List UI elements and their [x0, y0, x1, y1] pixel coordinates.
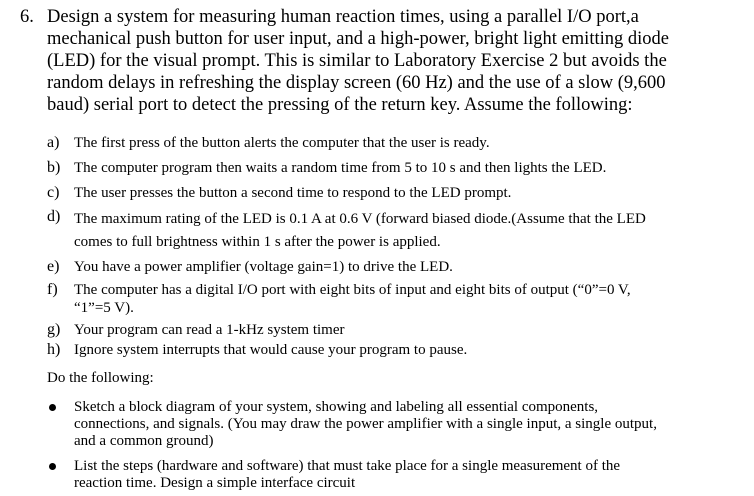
bullet-dot-icon: [49, 404, 56, 411]
item-text: Your program can read a 1-kHz system timer: [74, 322, 345, 338]
item-label: g): [47, 321, 61, 338]
bullet-text: Sketch a block diagram of your system, showing and labeling all essential components,: [74, 399, 599, 415]
item-label: e): [47, 258, 60, 275]
assumption-item-h: [47, 341, 747, 361]
question-line: random delays in refreshing the display screen (60 Hz) and the use of a slow (9,600: [47, 73, 666, 93]
assumption-item-a: [47, 134, 747, 159]
item-text: The first press of the button alerts the computer that the user is ready.: [74, 135, 490, 151]
item-label: h): [47, 341, 61, 358]
item-label: c): [47, 184, 60, 201]
item-text: Ignore system interrupts that would cause your program to pause.: [74, 342, 468, 358]
assumption-item-f: [47, 281, 747, 321]
item-text: comes to full brightness within 1 s after the power is applied.: [74, 234, 441, 250]
bullet-text: connections, and signals. (You may draw the power amplifier with a single input, a single output,: [74, 416, 657, 432]
task-bullet-diagram: [47, 399, 657, 450]
bullet-text: and a common ground): [74, 433, 214, 449]
bullet-text: reaction time. Design a simple interface circuit: [74, 475, 356, 491]
task-bullet-steps: [47, 458, 620, 492]
question-number: 6.: [20, 7, 34, 27]
question-text: [47, 6, 747, 116]
item-text: You have a power amplifier (voltage gain=1) to drive the LED.: [74, 259, 453, 275]
assumption-item-c: [47, 184, 747, 208]
question-line: baud) serial port to detect the pressing of the return key. Assume the following:: [47, 95, 633, 115]
assumption-item-e: [47, 258, 747, 281]
instructions-heading: Do the following:: [47, 370, 154, 386]
assumption-item-b: [47, 159, 747, 184]
item-text: The computer has a digital I/O port with eight bits of input and eight bits of output (“0”=0 V,: [74, 282, 631, 298]
bullet-dot-icon: [49, 463, 56, 470]
item-text: “1”=5 V).: [74, 300, 134, 316]
item-text: The user presses the button a second time to respond to the LED prompt.: [74, 185, 512, 201]
item-label: f): [47, 281, 58, 298]
item-label: d): [47, 208, 61, 225]
assumption-item-g: [47, 321, 747, 341]
question-line: (LED) for the visual prompt. This is similar to Laboratory Exercise 2 but avoids the: [47, 51, 667, 71]
item-label: b): [47, 159, 61, 176]
question-line: mechanical push button for user input, and a high-power, bright light emitting diode: [47, 29, 669, 49]
question-line: Design a system for measuring human reaction times, using a parallel I/O port,a: [47, 7, 639, 27]
item-label: a): [47, 134, 60, 151]
assumption-item-d: [47, 208, 747, 258]
item-text: The computer program then waits a random time from 5 to 10 s and then lights the LED.: [74, 160, 607, 176]
assumption-list: [47, 134, 747, 361]
item-text: The maximum rating of the LED is 0.1 A at 0.6 V (forward biased diode.(Assume that the LED: [74, 211, 646, 227]
bullet-text: List the steps (hardware and software) that must take place for a single measurement of the: [74, 458, 621, 474]
